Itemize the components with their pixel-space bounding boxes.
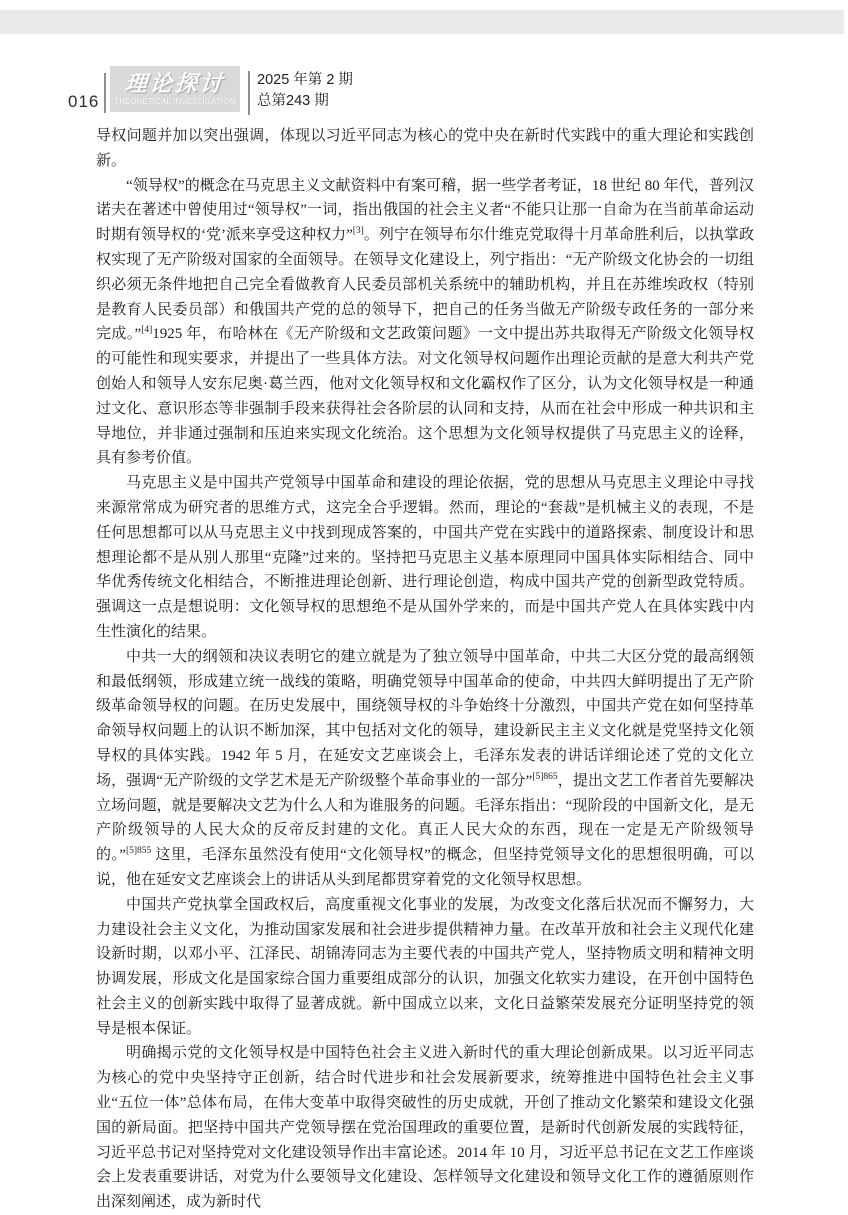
paragraph: 中国共产党执掌全国政权后，高度重视文化事业的发展，为改变文化落后状况而不懈努力，大力建设社会主义文化，为推动国家发展和社会进步提供精神力量。在改革开放和社会主义现代化建设新时期，以邓小平、江泽民、胡锦涛同志为主要代表的中国共产党人，坚持物质文明和精神文明协调发展，形成文化是国家综合国力重要组成部分的认识，加强文化软实力建设，在开创中国特色社会主义的创新实践中取得了显著成就。新中国成立以来，文化日益繁荣发展充分证明坚持党的领导是根本保证。 — [96, 896, 754, 1037]
journal-title-zh: 理论探讨 — [124, 70, 226, 96]
issue-line-2: 总第243 期 — [257, 93, 329, 109]
page-number: 016 — [68, 92, 100, 111]
paragraph: 导权问题并加以突出强调，体现以习近平同志为核心的党中央在新时代实践中的重大理论和实践创新。 — [96, 128, 754, 169]
page-header — [0, 33, 848, 111]
article-body — [96, 124, 754, 1215]
citation-ref: [5]865 — [532, 771, 558, 782]
citation-ref: [3] — [352, 226, 364, 237]
paragraph: 中共一大的纲领和决议表明它的建立就是为了独立领导中国革命，中共二大区分党的最高纲领和最低纲领，形成建立统一战线的策略，明确党领导中国革命的使命，中共四大鲜明提出了无产阶级革命领导权的问题。在历史发展中，围绕领导权的斗争始终十分激烈，中国共产党在如何坚持革命领导权问题上的认识不断加深，其中包括对文化的领导，建设新民主主义文化就是党坚持文化领导权的具体实践。1942 年 5 月，在延安文艺座谈会上，毛泽东发表的讲话详细论述了党的文化立场，强调“无产阶级的文学艺术是无产阶级整个革命事业的一部分”$^{[5]865}$，提出文艺工作者首先要解决立场问题，就是要解决文艺为什么人和为谁服务的问题。毛泽东指出：“现阶段的中国新文化，是无产阶级领导的人民大众的反帝反封建的文化。真正人民大众的东西，现在一定是无产阶级领导的。”$^{[5]855}$ 这里，毛泽东虽然没有使用“文化领导权”的概念，但坚持党领导文化的思想很明确，可以说，他在延安文艺座谈会上的讲话从头到尾都贯穿着党的文化领导权思想。 — [96, 648, 754, 888]
issue-line-1: 2025 年第 2 期 — [257, 72, 353, 88]
paragraph: 明确揭示党的文化领导权是中国特色社会主义进入新时代的重大理论创新成果。以习近平同志为核心的党中央坚持守正创新，结合时代进步和社会发展新要求，统筹推进中国特色社会主义事业“五位一体”总体布局，在伟大变革中取得突破性的历史成就，开创了推动文化繁荣和建设文化强国的新局面。把坚持中国共产党领导摆在党治国理政的重要位置，是新时代创新发展的实践特征，习近平总书记对坚持党对文化建设领导作出丰富论述。2014 年 10 月，习近平总书记在文艺工作座谈会上发表重要讲话，对党为什么要领导文化建设、怎样领导文化建设和领导文化工作的遵循原则作出深刻阐述，成为新时代 — [96, 1045, 754, 1211]
paragraph: 马克思主义是中国共产党领导中国革命和建设的理论依据，党的思想从马克思主义理论中寻找来源常常成为研究者的思维方式，这完全合乎逻辑。然而，理论的“套裁”是机械主义的表现，不是任何思想都可以从马克思主义中找到现成答案的，中国共产党在实践中的道路探索、制度设计和思想理论都不是从别人那里“克隆”过来的。坚持把马克思主义基本原理同中国具体实际相结合、同中华优秀传统文化相结合，不断推进理论创新、进行理论创造，构成中国共产党的创新型政党特质。强调这一点是想说明：文化领导权的思想绝不是从国外学来的，而是中国共产党人在具体实践中内生性演化的结果。 — [96, 475, 754, 640]
citation-ref: [5]855 — [125, 846, 152, 857]
paragraph: “领导权”的概念在马克思主义文献资料中有案可稽，据一些学者考证，18 世纪 80 年代，普列汉诺夫在著述中曾使用过“领导权”一词，指出俄国的社会主义者“不能只让那一自命为在当前革命运动时期有领导权的‘党’派来享受这种权力”[3]。列宁在领导布尔什维克党取得十月革命胜利后，以执掌政权实现了无产阶级对国家的全面领导。在领导文化建设上，列宁指出：“无产阶级文化协会的一切组织必须无条件地把自己完全看做教育人民委员部机关系统中的辅助机构，并且在苏维埃政权（特别是教育人民委员部）和俄国共产党的总的领导下，把自己的任务当做无产阶级专政任务的一部分来完成。”[4]1925 年，布哈林在《无产阶级和文艺政策问题》一文中提出苏共取得无产阶级文化领导权的可能性和现实要求，并提出了一些具体方法。对文化领导权问题作出理论贡献的是意大利共产党创始人和领导人安东尼奥·葛兰西，他对文化领导权和文化霸权作了区分，认为文化领导权是一种通过文化、意识形态等非强制手段来获得社会各阶层的认同和支持，从而在社会中形成一种共识和主导地位，并非通过强制和压迫来实现文化统治。这个思想为文化领导权提供了马克思主义的诠释，具有参考价值。 — [96, 177, 754, 467]
journal-logo — [110, 66, 240, 112]
header-divider — [248, 71, 250, 115]
top-band — [0, 10, 844, 34]
citation-ref: [4] — [141, 325, 153, 336]
issue-info — [257, 70, 353, 112]
header-divider — [104, 73, 106, 113]
journal-title-en: THEORETICAL INVESTIGATION — [114, 95, 236, 106]
